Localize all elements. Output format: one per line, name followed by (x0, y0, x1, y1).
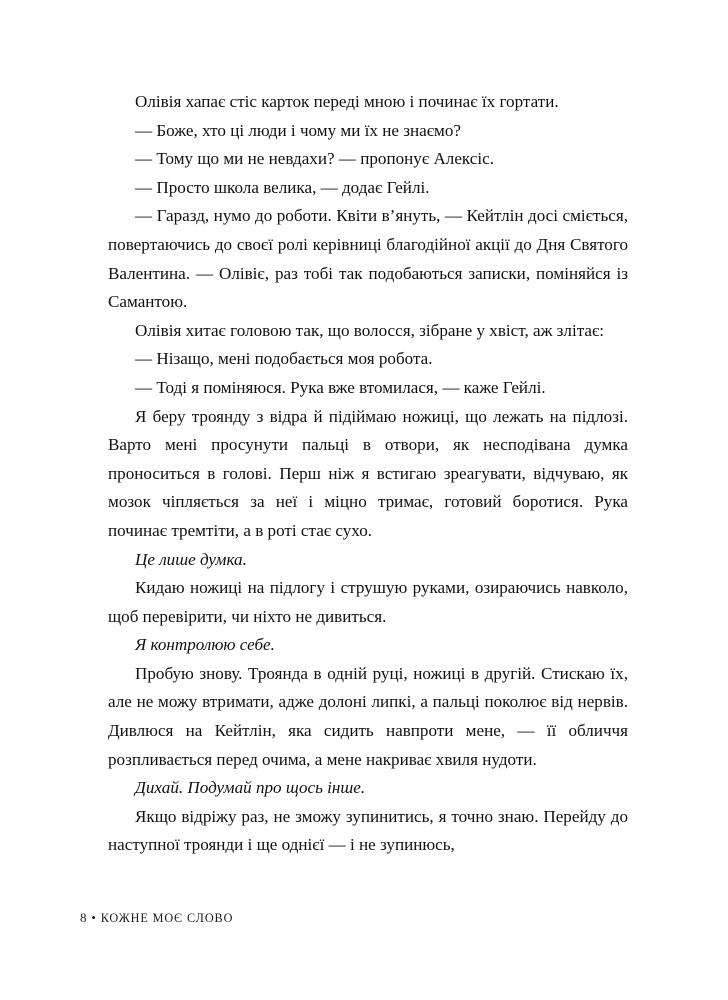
running-title: КОЖНЕ МОЄ СЛОВО (100, 911, 234, 925)
paragraph: — Боже, хто ці люди і чому ми їх не знаємо? (135, 120, 461, 140)
footer-separator: • (91, 911, 97, 925)
paragraph: Пробую знову. Троянда в одній руці, ножиці в другій. Стискаю їх, але не можу втримати, адже долоні липкі, а пальці поколює від нервів. Дивлюся на Кейтлін, яка сидить навпроти мене, — її обличчя розпливається перед очима, а мене накриває хвиля нудоти. (108, 663, 628, 769)
paragraph: Якщо відріжу раз, не зможу зупинитись, я точно знаю. Перейду до наступної троянди і ще однієї — і не зупинюсь, (108, 806, 628, 855)
paragraph: — Тоді я поміняюся. Рука вже втомилася, — каже Гейлі. (135, 377, 546, 397)
page-footer (80, 910, 640, 926)
paragraph: — Гаразд, нумо до роботи. Квіти в’януть, — Кейтлін досі сміється, повертаючись до своєї ролі керівниці благодійної акції до Дня Святого Валентина. — Олівіє, раз тобі так подобаються записки, поміняйся із Самантою. (108, 206, 628, 312)
paragraph-italic: Я контролюю себе. (135, 635, 275, 655)
paragraph-italic: Це лише думка. (135, 549, 247, 569)
paragraph: Я беру троянду з відра й підіймаю ножиці, що лежать на підлозі. Варто мені просунути пальці в отвори, як несподівана думка проноситься в голові. Перш ніж я встигаю зреагувати, відчуваю, як мозок чіпляється за неї і міцно тримає, готовий боротися. Рука починає тремтіти, а в роті стає сухо. (108, 406, 628, 540)
paragraph: — Просто школа велика, — додає Гейлі. (135, 177, 430, 197)
paragraph: Олівія хитає головою так, що волосся, зібране у хвіст, аж злітає: (135, 320, 605, 340)
page-number: 8 (80, 910, 88, 925)
paragraph-italic: Дихай. Подумай про щось інше. (135, 778, 366, 798)
paragraph: — Нізащо, мені подобається моя робота. (135, 349, 433, 369)
paragraph: Олівія хапає стіс карток переді мною і починає їх гортати. (135, 92, 559, 111)
page-body-text (108, 88, 628, 860)
paragraph: Кидаю ножиці на підлогу і струшую руками, озираючись навколо, щоб перевірити, чи ніхто не дивиться. (108, 578, 628, 626)
paragraph: — Тому що ми не невдахи? — пропонує Алексіс. (135, 149, 494, 169)
